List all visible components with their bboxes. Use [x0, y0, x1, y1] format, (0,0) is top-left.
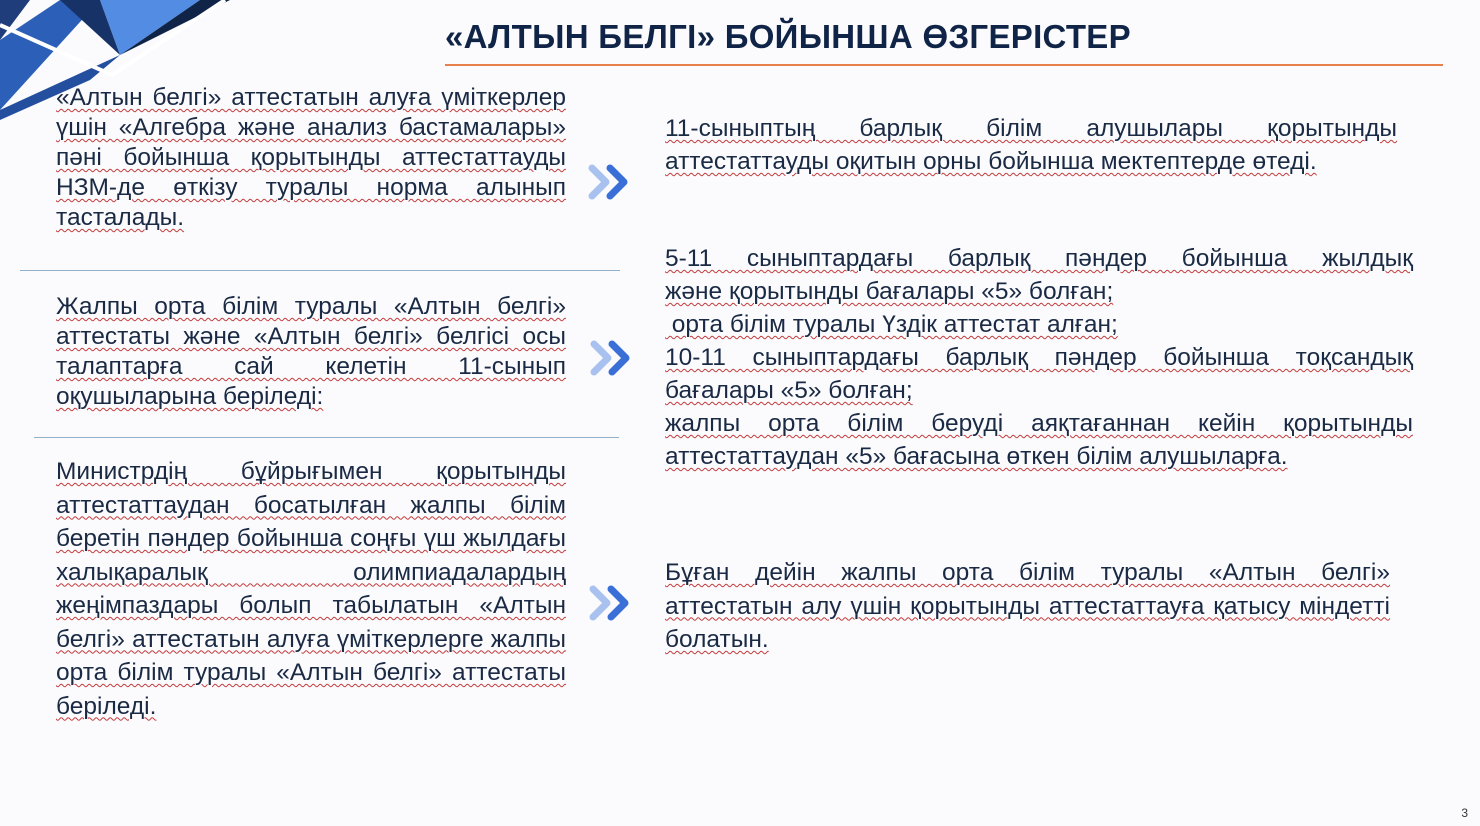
- right-block2-line-2: және қорытынды бағалары «5» болған;: [665, 278, 1114, 305]
- right-text-block-2: [665, 242, 1413, 473]
- double-chevron-right-icon: [587, 581, 635, 625]
- left-divider-2: [34, 437, 619, 438]
- right-block2-line-1: 5-11 сыныптардағы барлық пәндер бойынша жылдық: [665, 245, 1413, 272]
- left-text-block-3: Министрдің бұйрығымен қорытынды аттестаттаудан босатылған жалпы білім беретін пәндер бойынша соңғы үш жылдағы халықаралық олимпиадалардың жеңімпаздары болып табылатын «Алтын белгі» аттестатын алуға үміткерлерге жалпы орта білім туралы «Алтын белгі» аттестаты беріледі.: [56, 458, 566, 720]
- right-block2-line-3: орта білім туралы Үздік аттестат алған;: [665, 311, 1118, 338]
- double-chevron-right-icon: [586, 160, 634, 204]
- right-block2-line-7: аттестаттаудан «5» бағасына өткен білім алушыларға.: [665, 443, 1288, 470]
- right-block2-line-4: 10-11 сыныптардағы барлық пәндер бойынша тоқсандық: [665, 344, 1413, 371]
- right-text-block-3: Бұған дейін жалпы орта білім туралы «Алтын белгі» аттестатын алу үшін қорытынды аттестаттауға қатысу міндетті болатын.: [665, 559, 1390, 653]
- left-text-block-1: «Алтын белгі» аттестатын алуға үміткерлер үшін «Алгебра және анализ бастамалары» пәні бойынша қорытынды аттестаттауды НЗМ-де өткізу туралы норма алынып тасталады.: [56, 84, 566, 231]
- page-title: «АЛТЫН БЕЛГІ» БОЙЫНША ӨЗГЕРІСТЕР: [445, 18, 1131, 55]
- title-underline: [445, 64, 1443, 66]
- double-chevron-right-icon: [588, 336, 636, 380]
- right-block2-line-6: жалпы орта білім беруді аяқтағаннан кейін қорытынды: [665, 410, 1413, 437]
- left-text-block-2: Жалпы орта білім туралы «Алтын белгі» аттестаты және «Алтын белгі» белгісі осы талаптарға сай келетін 11-сынып оқушыларына беріледі:: [56, 293, 566, 410]
- left-divider-1: [20, 270, 620, 271]
- right-text-block-1: 11-сыныптың барлық білім алушылары қорытынды аттестаттауды оқитын орны бойынша мектептерде өтеді.: [665, 115, 1397, 175]
- page-number: 3: [1461, 806, 1468, 820]
- right-block2-line-5: бағалары «5» болған;: [665, 377, 913, 404]
